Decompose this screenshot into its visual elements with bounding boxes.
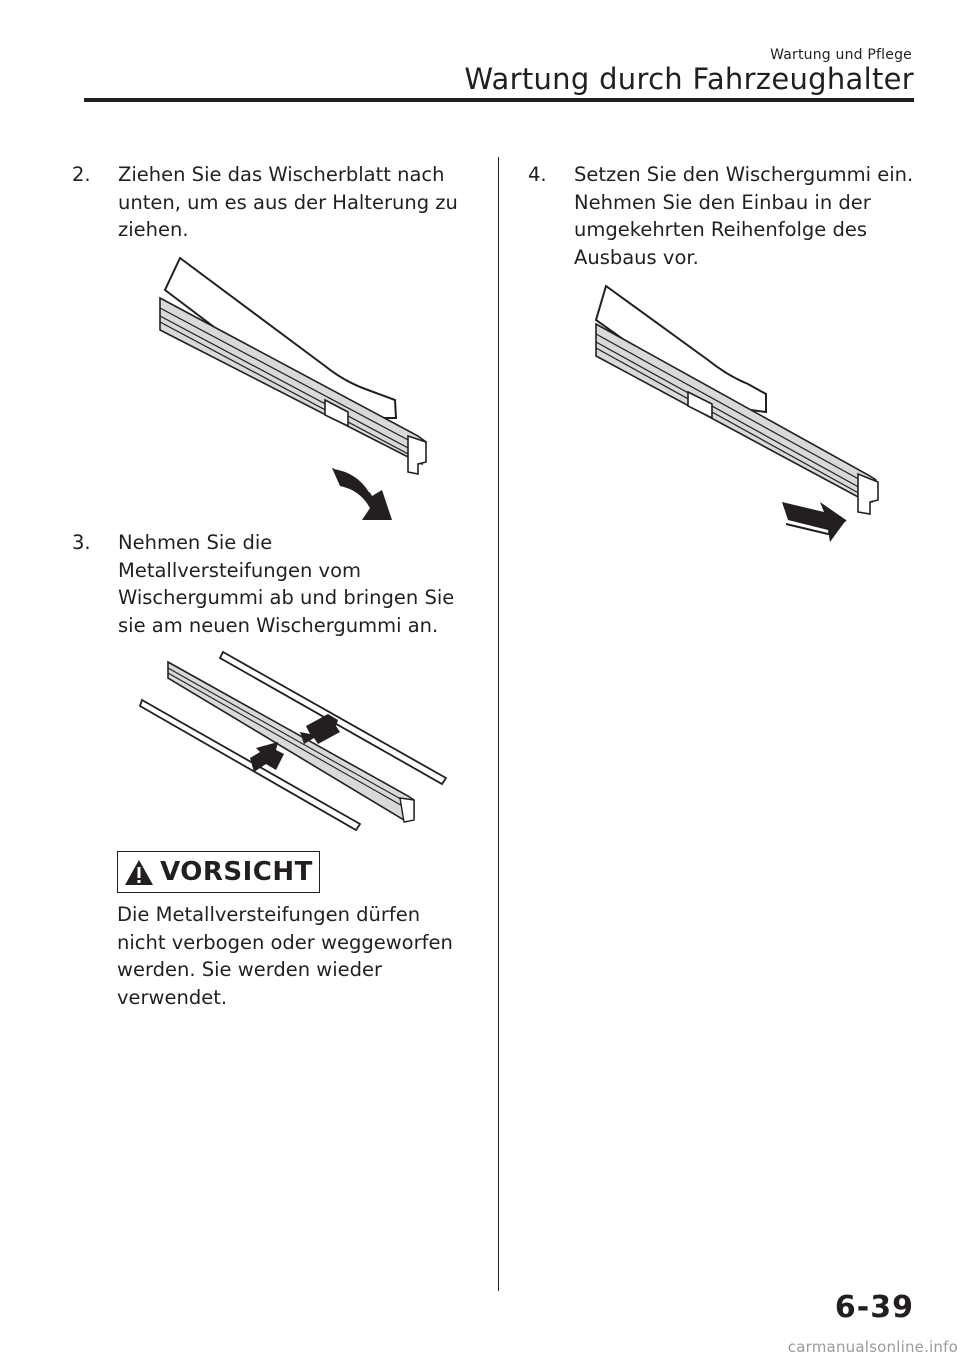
warning-triangle-icon (124, 859, 154, 886)
step-number: 3. (72, 531, 91, 554)
direction-arrow-icon (250, 742, 284, 772)
step-4 (528, 161, 928, 271)
step-2 (72, 161, 482, 244)
direction-arrow-icon (300, 714, 340, 744)
step-number: 4. (528, 163, 547, 186)
caution-label-text: VORSICHT (160, 857, 313, 887)
figure-install-rubber (588, 280, 888, 545)
direction-arrow-icon (332, 468, 392, 520)
step-text: Setzen Sie den Wischergummi ein. Nehmen Sie den Einbau in der umgekehrten Reihenfolge des Ausbaus vor. (574, 163, 914, 269)
figure-remove-blade (150, 250, 440, 530)
caution-label (117, 851, 320, 893)
footer-watermark: carmanualsonline.info (787, 1338, 958, 1356)
column-divider (498, 157, 499, 1291)
direction-arrow-icon (782, 502, 846, 542)
step-text: Nehmen Sie die Metallversteifungen vom Wischergummi ab und bringen Sie sie am neuen Wischergummi an. (118, 531, 455, 637)
step-number: 2. (72, 163, 91, 186)
page-number: 6-39 (834, 1290, 914, 1325)
caution-body: Die Metallversteifungen dürfen nicht verbogen oder weggeworfen werden. Sie werden wieder verwendet. (117, 903, 453, 1009)
step-text: Ziehen Sie das Wischerblatt nach unten, um es aus der Halterung zu ziehen. (118, 163, 458, 241)
step-3 (72, 529, 482, 639)
header-section-label: Wartung und Pflege (770, 47, 912, 63)
figure-metal-stiffeners (138, 648, 450, 833)
header-title: Wartung durch Fahrzeughalter (464, 62, 914, 96)
header-rule (84, 98, 914, 102)
